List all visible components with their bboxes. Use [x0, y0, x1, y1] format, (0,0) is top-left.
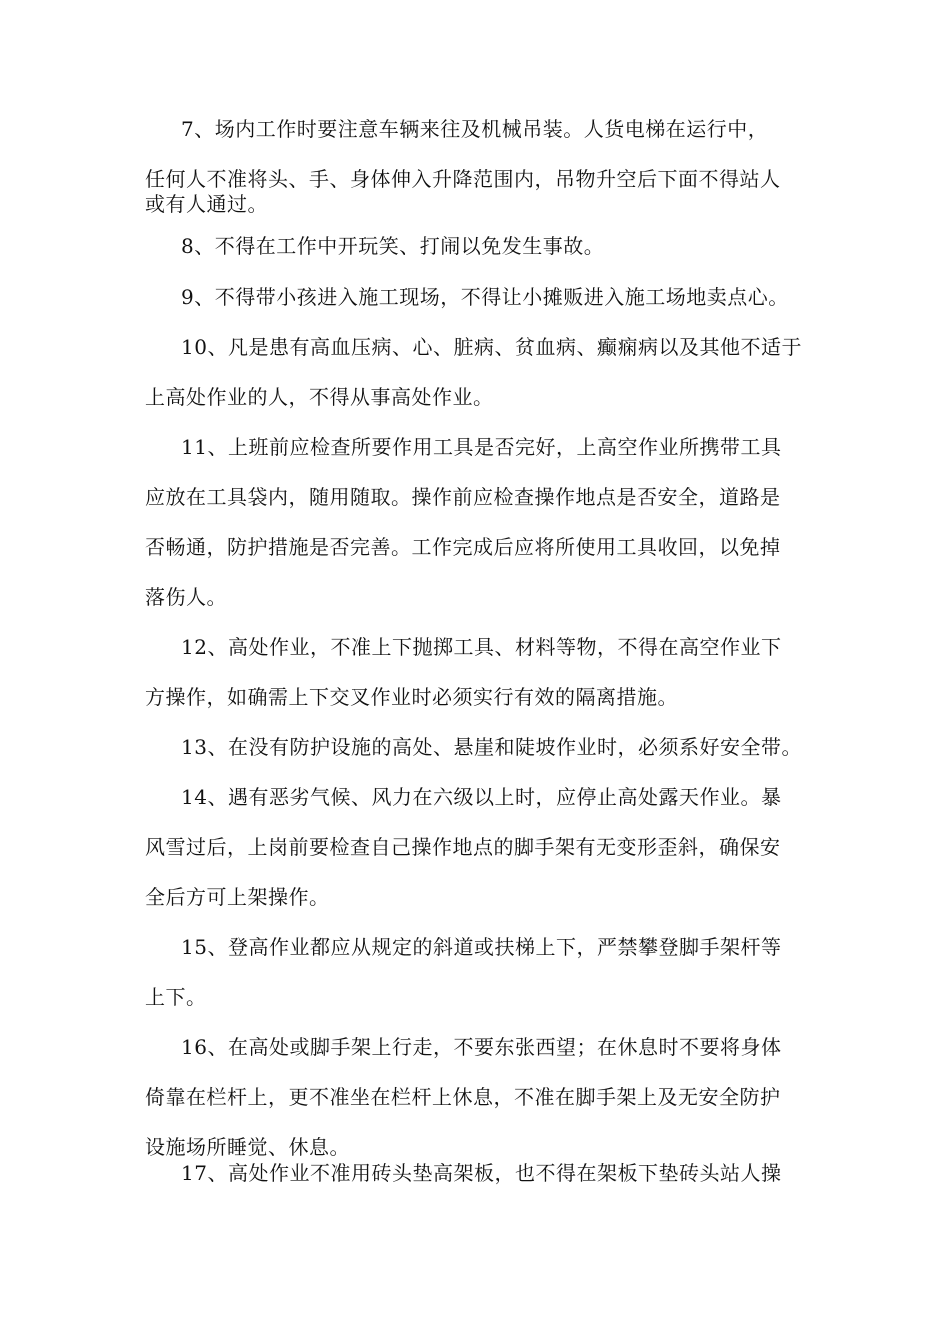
text-line: 风雪过后，上岗前要检查自己操作地点的脚手架有无变形歪斜，确保安 [145, 835, 781, 859]
text-line: 否畅通，防护措施是否完善。工作完成后应将所使用工具收回，以免掉 [145, 535, 781, 559]
text-line: 8、不得在工作中开玩笑、打闹以免发生事故。 [181, 234, 605, 258]
text-line: 12、高处作业，不准上下抛掷工具、材料等物，不得在高空作业下 [181, 635, 782, 659]
text-line: 14、遇有恶劣气候、风力在六级以上时，应停止高处露天作业。暴 [181, 785, 782, 809]
text-line: 10、凡是患有高血压病、心、脏病、贫血病、癫痫病以及其他不适于 [181, 335, 802, 359]
text-line: 倚靠在栏杆上，更不准坐在栏杆上休息，不准在脚手架上及无安全防护 [145, 1085, 781, 1109]
text-line: 13、在没有防护设施的高处、悬崖和陡坡作业时，必须系好安全带。 [181, 735, 802, 759]
text-line: 9、不得带小孩进入施工现场，不得让小摊贩进入施工场地卖点心。 [181, 285, 789, 309]
text-line: 11、上班前应检查所要作用工具是否完好，上高空作业所携带工具 [181, 435, 782, 459]
text-line: 上下。 [145, 985, 207, 1009]
text-line: 7、场内工作时要注意车辆来往及机械吊装。人货电梯在运行中， [181, 117, 769, 141]
text-line: 设施场所睡觉、休息。 [145, 1135, 350, 1159]
text-line: 17、高处作业不准用砖头垫高架板，也不得在架板下垫砖头站人操 [181, 1161, 782, 1185]
text-line: 全后方可上架操作。 [145, 885, 330, 909]
text-line: 上高处作业的人，不得从事高处作业。 [145, 385, 494, 409]
text-line: 应放在工具袋内，随用随取。操作前应检查操作地点是否安全，道路是 [145, 485, 781, 509]
text-line: 16、在高处或脚手架上行走，不要东张西望；在休息时不要将身体 [181, 1035, 782, 1059]
text-line: 方操作，如确需上下交叉作业时必须实行有效的隔离措施。 [145, 685, 678, 709]
text-line: 落伤人。 [145, 585, 227, 609]
text-line: 15、登高作业都应从规定的斜道或扶梯上下，严禁攀登脚手架杆等 [181, 935, 782, 959]
text-line: 或有人通过。 [145, 192, 268, 216]
text-line: 任何人不准将头、手、身体伸入升降范围内，吊物升空后下面不得站人 [145, 167, 781, 191]
